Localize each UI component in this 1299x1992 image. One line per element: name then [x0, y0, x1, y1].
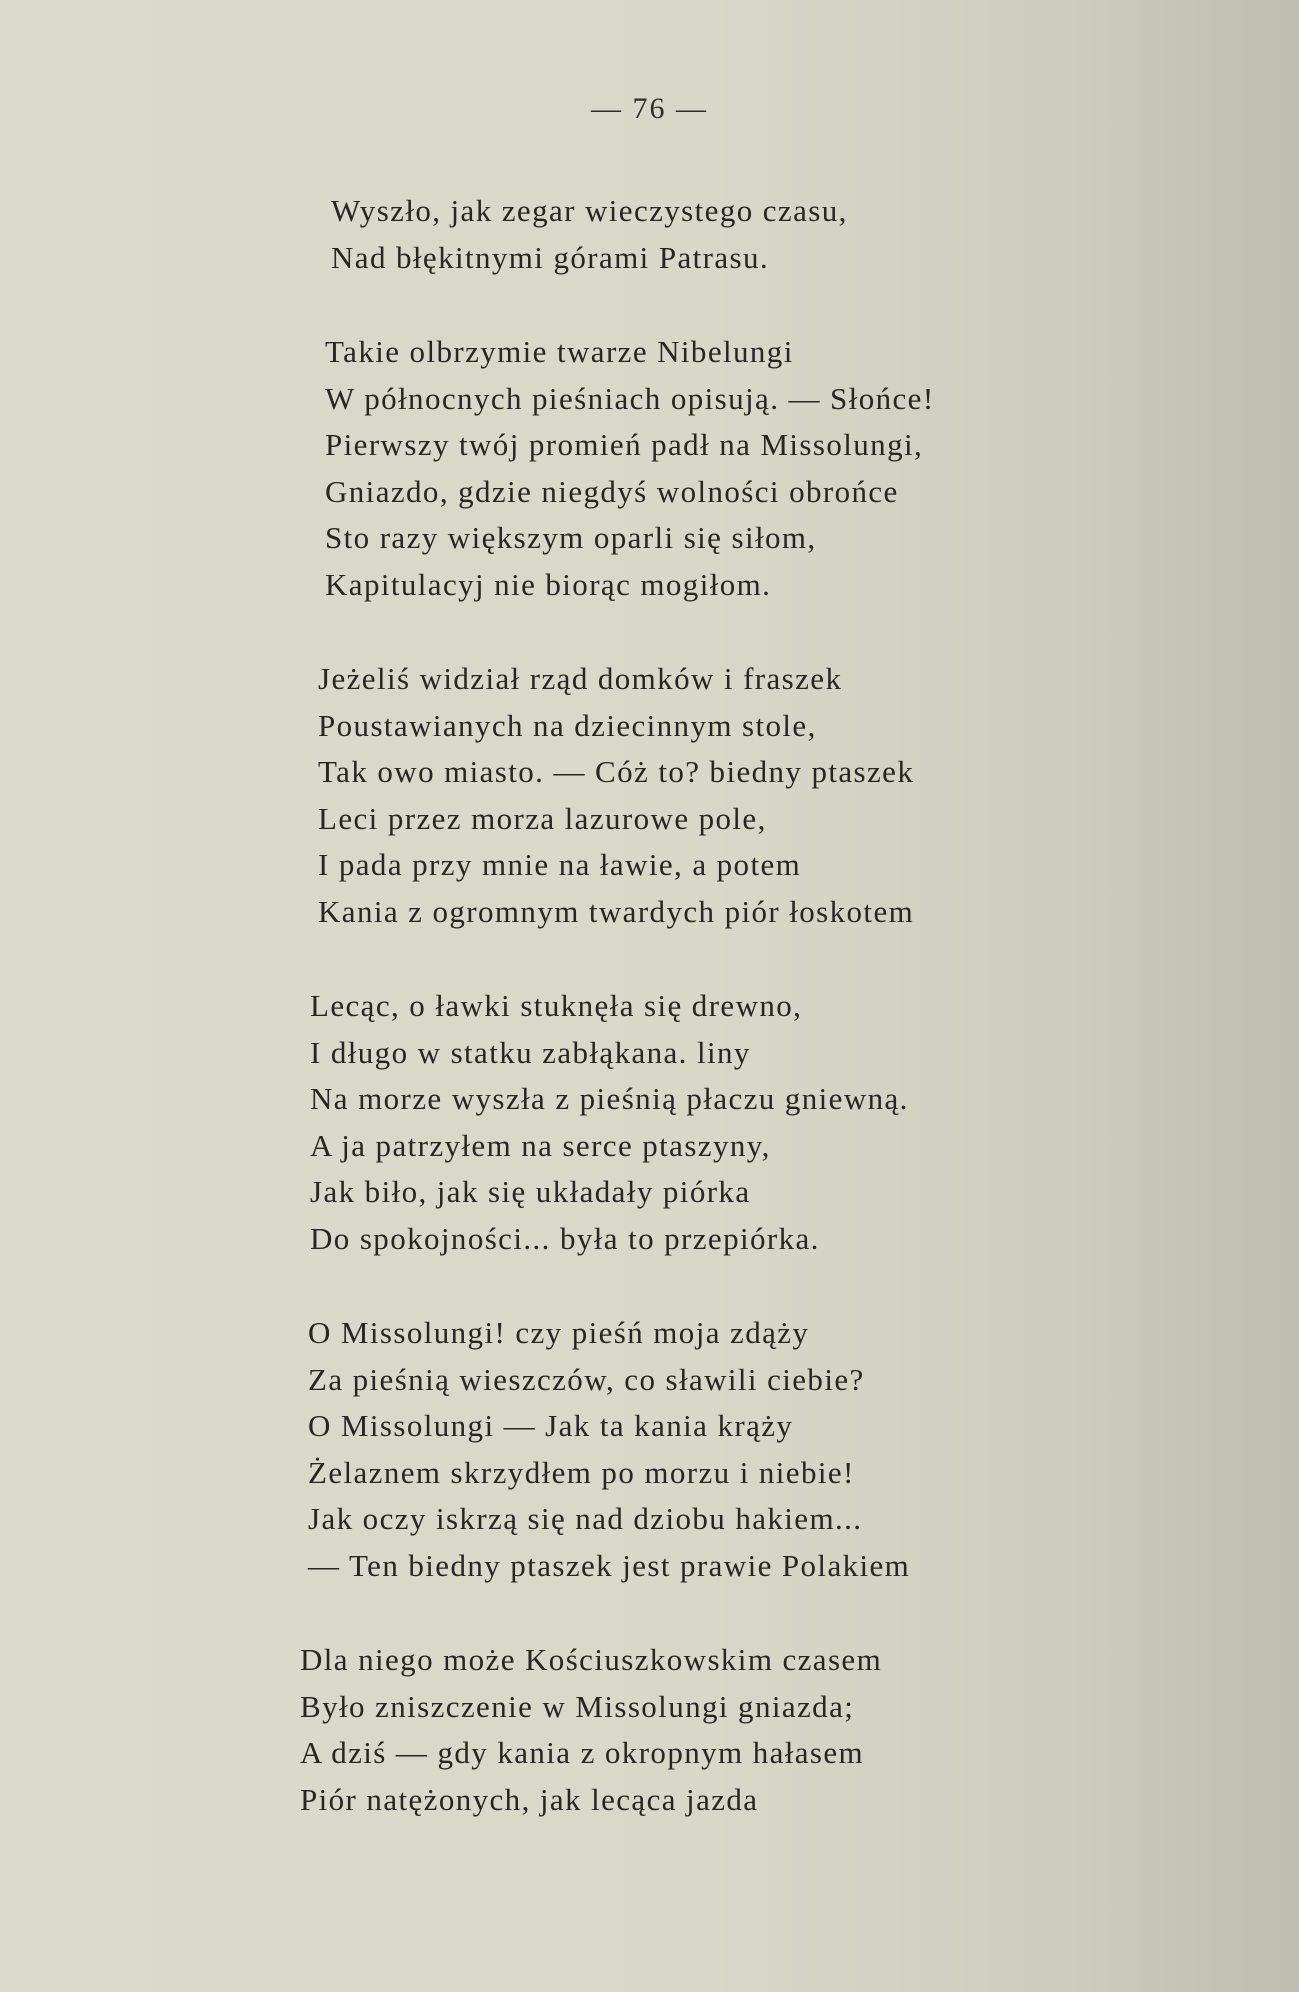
poem-line: Wyszło, jak zegar wieczystego czasu, — [331, 193, 848, 228]
poem-line: Jeżeliś widział rząd domków i fraszek — [318, 661, 843, 696]
poem-line: Leci przez morza lazurowe pole, — [318, 800, 767, 836]
page-number: — 76 — — [591, 92, 708, 125]
poem-line: Pierwszy twój promień padł na Missolungi, — [325, 427, 924, 462]
stanza — [300, 1310, 1130, 1589]
poem-line: Lecąc, o ławki stuknęła się drewno, — [310, 988, 803, 1023]
poem-line: Nad błękitnymi górami Patrasu. — [331, 239, 770, 275]
poem-line: Kapitulacyj nie biorąc mogiłom. — [325, 566, 772, 602]
poem-line: I długo w statku zabłąkana. liny — [310, 1034, 751, 1070]
poem-line: O Missolungi! czy pieśń moja zdąży — [308, 1315, 810, 1350]
poem-line: Sto razy większym oparli się siłom, — [325, 520, 817, 555]
poem-line: Było zniszczenie w Missolungi gniazda; — [300, 1688, 855, 1724]
poem-line: Takie olbrzymie twarze Nibelungi — [325, 334, 794, 369]
poem-line: A ja patrzyłem na serce ptaszyny, — [310, 1127, 771, 1163]
poem-line: Żelaznem skrzydłem po morzu i niebie! — [308, 1454, 855, 1490]
poem-line: Jak oczy iskrzą się nad dziobu hakiem... — [308, 1501, 863, 1536]
poem-line: Za pieśnią wieszczów, co sławili ciebie? — [308, 1361, 865, 1397]
stanza — [300, 656, 1130, 935]
poem-line: — Ten biedny ptaszek jest prawie Polakiem — [308, 1547, 911, 1583]
poem-line: Gniazdo, gdzie niegdyś wolności obrońce — [325, 473, 899, 509]
poem-line: A dziś — gdy kania z okropnym hałasem — [300, 1735, 865, 1770]
poem-text — [300, 188, 1130, 1871]
poem-line: Piór natężonych, jak lecąca jazda — [300, 1781, 759, 1817]
stanza — [300, 983, 1130, 1262]
stanza — [300, 1637, 1130, 1823]
stanza — [300, 329, 1130, 608]
poem-line: Na morze wyszła z pieśnią płaczu gniewną. — [310, 1081, 909, 1116]
poem-line: Kania z ogromnym twardych piór łoskotem — [318, 893, 915, 929]
stanza — [300, 188, 1130, 281]
poem-line: I pada przy mnie na ławie, a potem — [318, 847, 802, 882]
poem-line: Tak owo miasto. — Cóż to? biedny ptaszek — [318, 754, 915, 789]
poem-line: Poustawianych na dziecinnym stole, — [318, 707, 817, 743]
poem-line: O Missolungi — Jak ta kania krąży — [308, 1408, 794, 1443]
poem-line: Jak biło, jak się układały piórka — [310, 1174, 751, 1209]
poem-line: W północnych pieśniach opisują. — Słońce! — [325, 380, 935, 416]
poem-line: Dla niego może Kościuszkowskim czasem — [300, 1642, 883, 1677]
poem-line: Do spokojności... była to przepiórka. — [310, 1220, 820, 1256]
